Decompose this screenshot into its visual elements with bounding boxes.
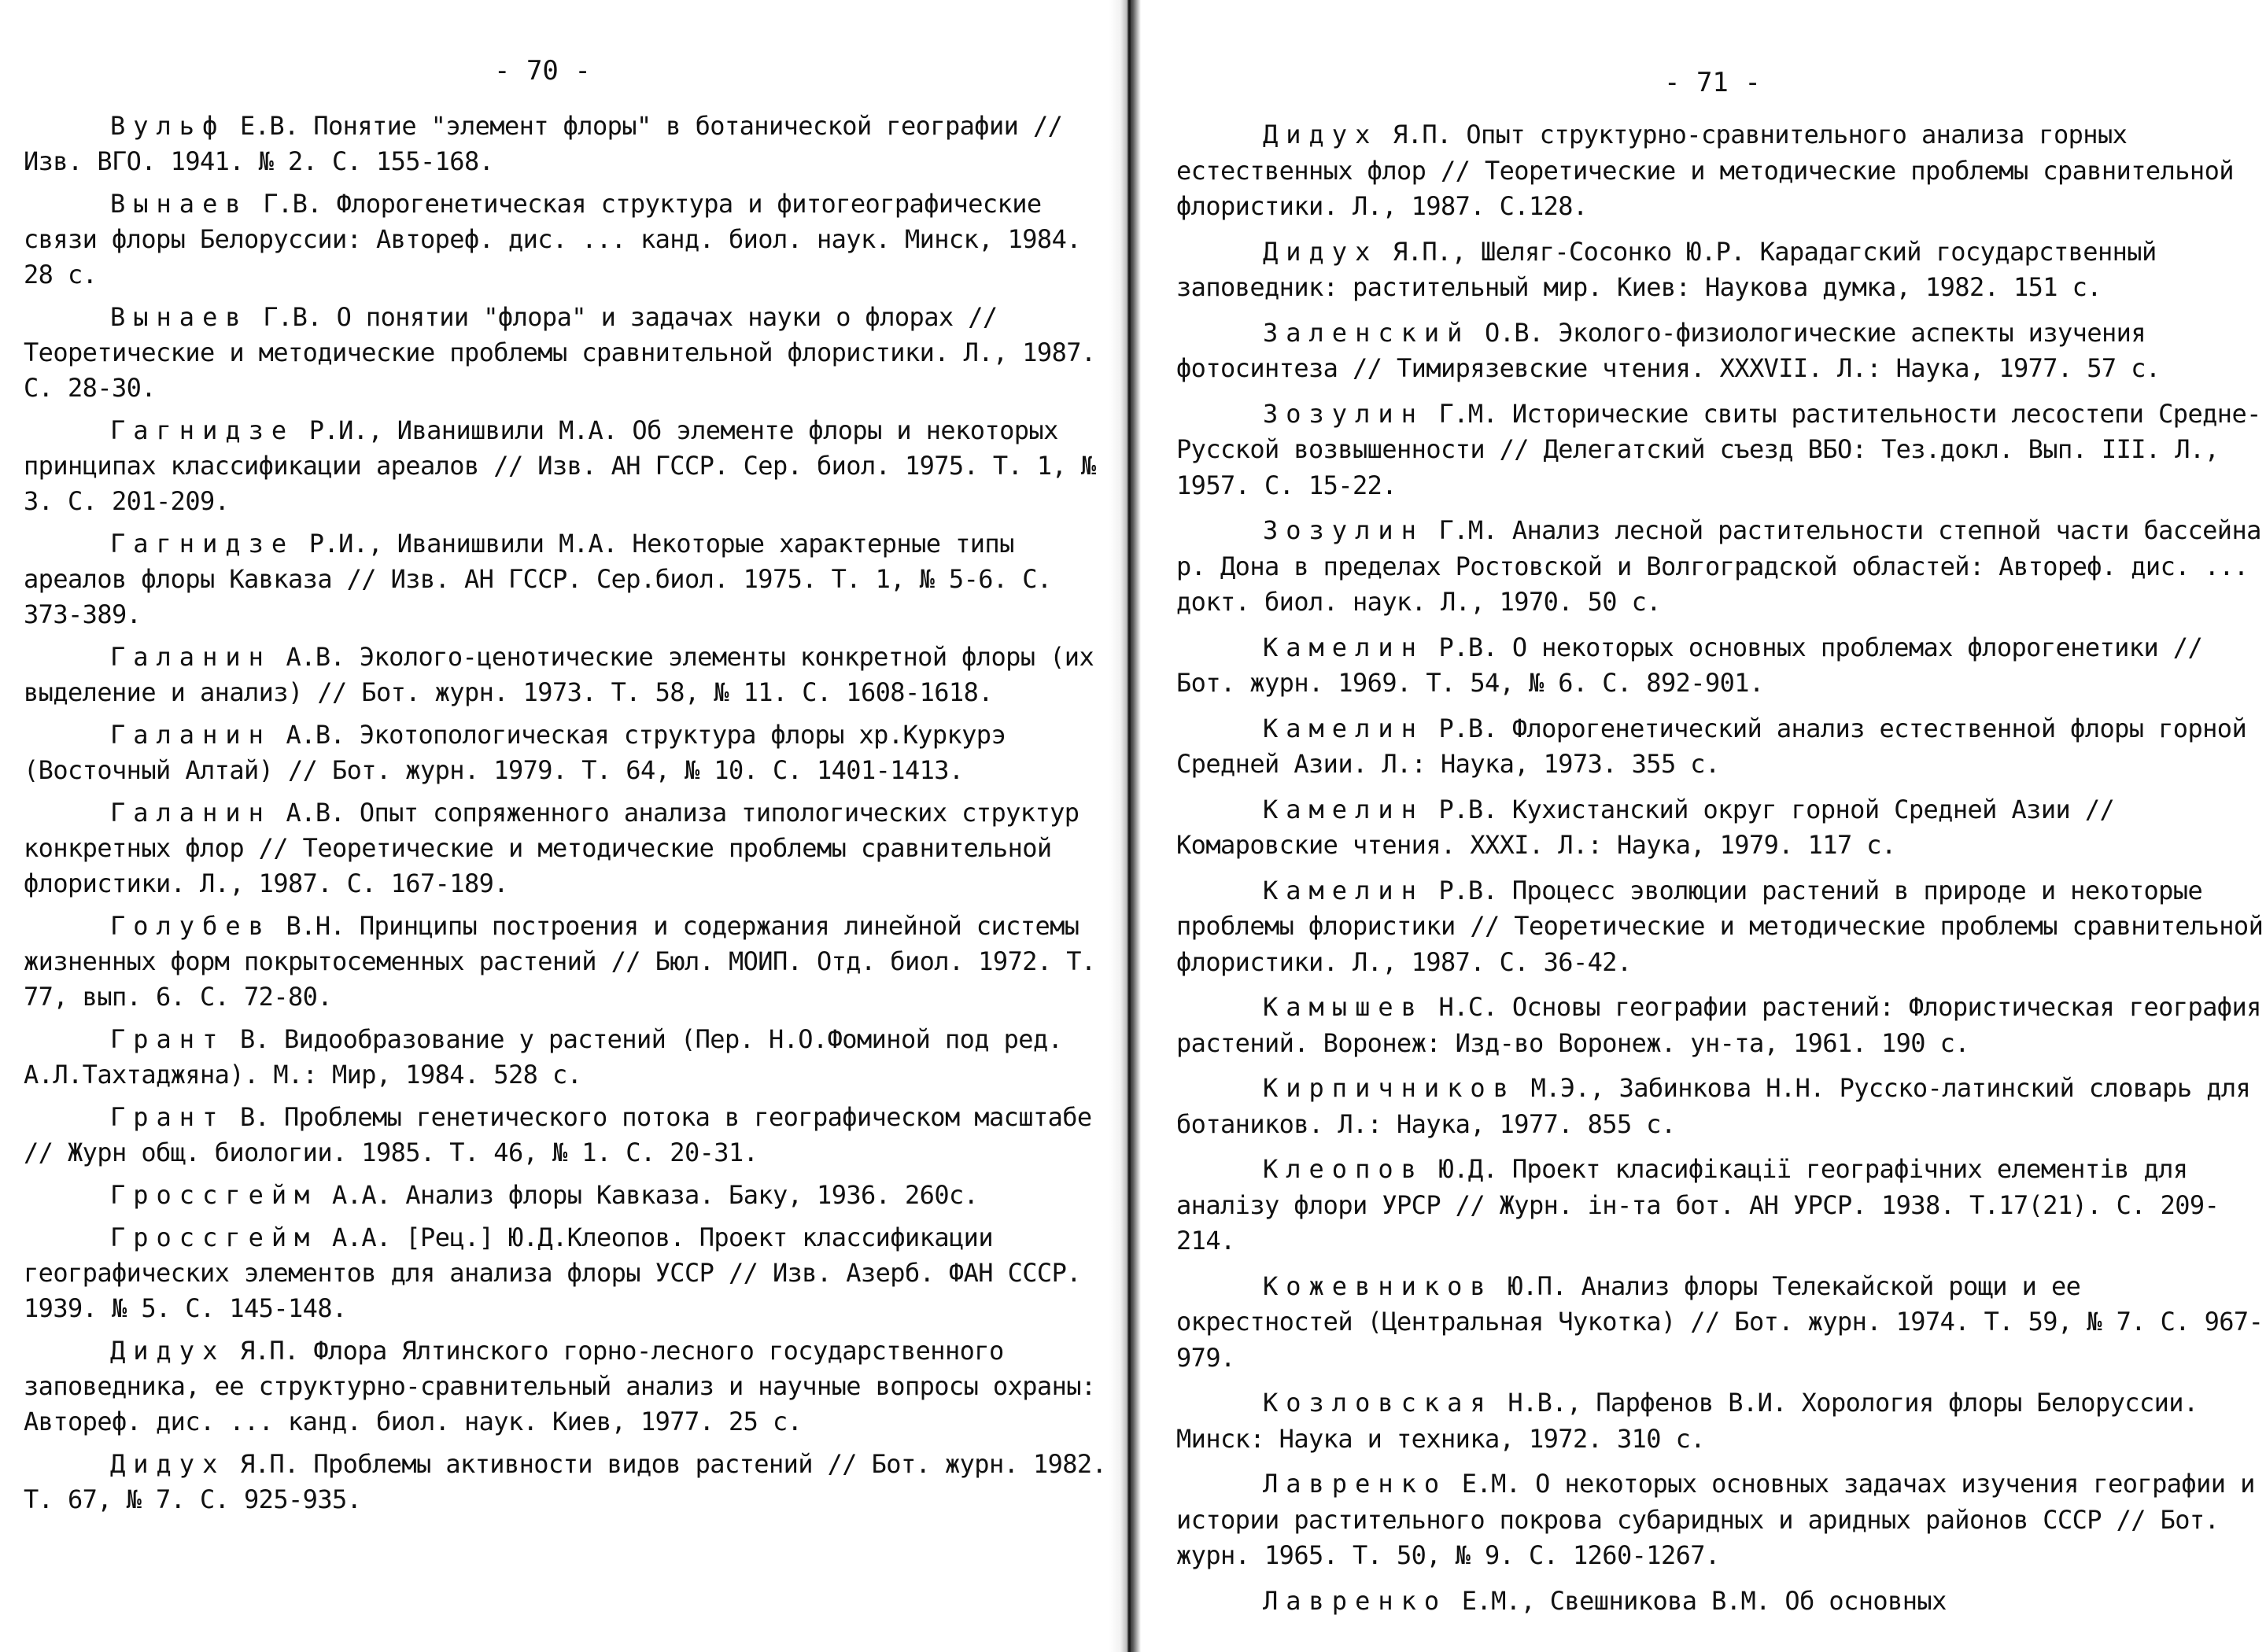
entry-author: Дидух — [1263, 236, 1378, 267]
bibliography-entry — [1176, 1152, 2266, 1259]
bibliography-list — [1176, 117, 2266, 1619]
bibliography-entry — [1176, 315, 2266, 387]
entry-text: Ю.Д. Проект класифікації географічних елементів для аналізу флори УРСР // Журн. ін-та бот. АН УРСР. 1938. Т.17(21). С. 209-214. — [1176, 1154, 2220, 1256]
entry-author: Камелин — [1263, 875, 1424, 905]
bibliography-entry — [1176, 1071, 2266, 1142]
left-page — [0, 0, 1109, 1652]
entry-author: Камелин — [1263, 794, 1424, 824]
entry-text: Н.С. Основы географии растений: Флористическая география растений. Воронеж: Изд-во Воронеж. ун-та, 1961. 190 с. — [1176, 992, 2261, 1058]
entry-text: О.В. Эколого-физиологические аспекты изучения фотосинтеза // Тимирязевские чтения. XXXVII. Л.: Наука, 1977. 57 с. — [1176, 317, 2161, 383]
entry-author: Кирпичников — [1263, 1073, 1516, 1103]
entry-author: Козловская — [1263, 1388, 1493, 1418]
entry-text: А.В. Опыт сопряженного анализа типологических структур конкретных флор // Теоретические и методические проблемы сравнительной флористики. Л., 1987. С. 167-189. — [24, 798, 1079, 898]
entry-text: Е.М. О некоторых основных задачах изучения географии и истории растительного покрова субаридных и аридных районов СССР // Бот. журн. 1965. Т. 50, № 9. С. 1260-1267. — [1176, 1469, 2255, 1570]
entry-text: Р.В. Кухистанский округ горной Средней Азии // Комаровские чтения. XXXI. Л.: Наука, 1979. 117 с. — [1176, 794, 2115, 860]
entry-text: Р.В. О некоторых основных проблемах флорогенетики // Бот. журн. 1969. Т. 54, № 6. С. 892-901. — [1176, 632, 2203, 698]
bibliography-entry — [24, 413, 1109, 519]
bibliography-entry — [24, 795, 1109, 902]
entry-author: Вынаев — [110, 302, 249, 332]
entry-author: Зозулин — [1263, 398, 1424, 429]
entry-author: Дидух — [1263, 120, 1378, 149]
entry-author: Галанин — [110, 642, 271, 672]
entry-text: Р.В. Флорогенетический анализ естественной флоры горной Средней Азии. Л.: Наука, 1973. 355 с. — [1176, 713, 2247, 779]
book-gutter — [1109, 0, 1141, 1652]
bibliography-entry — [24, 1333, 1109, 1440]
entry-text: В. Проблемы генетического потока в географическом масштабе // Журн общ. биологии. 1985. Т. 46, № 1. С. 20-31. — [24, 1102, 1092, 1167]
entry-text: Ю.П. Анализ флоры Телекайской рощи и ее окрестностей (Центральная Чукотка) // Бот. журн. 1974. Т. 59, № 7. С. 967-979. — [1176, 1270, 2264, 1373]
bibliography-entry — [24, 1178, 1109, 1213]
right-page — [1141, 0, 2266, 1652]
entry-author: Камышев — [1263, 992, 1424, 1022]
bibliography-entry — [24, 300, 1109, 406]
entry-author: Камелин — [1263, 632, 1424, 662]
entry-text: Е.М., Свешникова В.М. Об основных — [1447, 1585, 1947, 1616]
entry-text: А.В. Эколого-ценотические элементы конкретной флоры (их выделение и анализ) // Бот. журн. 1973. Т. 58, № 11. С. 1608-1618. — [24, 642, 1094, 707]
bibliography-entry — [24, 1100, 1109, 1171]
entry-author: Галанин — [110, 720, 271, 750]
entry-text: Я.П., Шеляг-Сосонко Ю.Р. Карадагский государственный заповедник: растительный мир. Киев: Наукова думка, 1982. 151 с. — [1176, 236, 2157, 302]
entry-text: Г.В. Флорогенетическая структура и фитогеографические связи флоры Белоруссии: Автореф. дис. ... канд. биол. наук. Минск, 1984. 28 с. — [24, 189, 1081, 289]
bibliography-entry — [24, 109, 1109, 179]
bibliography-entry — [1176, 513, 2266, 621]
entry-author: Зозулин — [1263, 515, 1424, 545]
entry-text: Р.И., Иванишвили М.А. Об элементе флоры и некоторых принципах классификации ареалов // Изв. АН ГССР. Сер. биол. 1975. Т. 1, № 3. С. 201-209. — [24, 415, 1096, 516]
entry-text: Г.В. О понятии "флора" и задачах науки о флорах // Теоретические и методические проблемы сравнительной флористики. Л., 1987. С. 28-30. — [24, 302, 1096, 403]
entry-author: Гроссгейм — [110, 1180, 318, 1210]
bibliography-entry — [24, 186, 1109, 293]
entry-text: А.А. Анализ флоры Кавказа. Баку, 1936. 260с. — [317, 1180, 979, 1210]
bibliography-entry — [1176, 711, 2266, 783]
entry-author: Вынаев — [110, 189, 249, 219]
entry-text: Р.В. Процесс эволюции растений в природе и некоторые проблемы флористики // Теоретические и методические проблемы сравнительной флористики. Л., 1987. С. 36-42. — [1176, 875, 2264, 977]
gutter-divider — [1131, 0, 1133, 1652]
page-number: - 71 - — [1664, 67, 1761, 98]
entry-text: Е.В. Понятие "элемент флоры" в ботанической географии // Изв. ВГО. 1941. № 2. С. 155-168. — [24, 111, 1063, 176]
entry-author: Вульф — [110, 111, 226, 141]
entry-text: В. Видообразование у растений (Пер. Н.О.Фоминой под ред. А.Л.Тахтаджяна). М.: Мир, 1984. 528 с. — [24, 1024, 1063, 1090]
entry-author: Грант — [110, 1024, 226, 1054]
bibliography-entry — [1176, 792, 2266, 864]
entry-author: Голубев — [110, 911, 271, 941]
entry-author: Грант — [110, 1102, 226, 1132]
bibliography-entry — [1176, 396, 2266, 504]
bibliography-entry — [24, 640, 1109, 710]
bibliography-entry — [24, 1220, 1109, 1326]
bibliography-entry — [1176, 873, 2266, 981]
entry-author: Галанин — [110, 798, 271, 828]
entry-text: Р.И., Иванишвили М.А. Некоторые характерные типы ареалов флоры Кавказа // Изв. АН ГССР. Сер.биол. 1975. Т. 1, № 5-6. С. 373-389. — [24, 529, 1052, 629]
bibliography-entry — [24, 1447, 1109, 1517]
entry-author: Кожевников — [1263, 1270, 1493, 1301]
entry-text: Я.П. Проблемы активности видов растений // Бот. журн. 1982. Т. 67, № 7. С. 925-935. — [24, 1449, 1107, 1514]
entry-author: Лавренко — [1263, 1469, 1448, 1499]
page-number: - 70 - — [494, 55, 591, 87]
entry-text: Г.М. Анализ лесной растительности степной части бассейна р. Дона в пределах Ростовской и Волгоградской областей: Автореф. дис. ... докт. биол. наук. Л., 1970. 50 с. — [1176, 515, 2261, 617]
entry-text: А.В. Экотопологическая структура флоры хр.Куркурэ (Восточный Алтай) // Бот. журн. 1979. Т. 64, № 10. С. 1401-1413. — [24, 720, 1006, 785]
entry-text: А.А. [Рец.] Ю.Д.Клеопов. Проект классификации географических элементов для анализа флоры УССР // Изв. Азерб. ФАН СССР. 1939. № 5. С. 145-148. — [24, 1222, 1081, 1323]
entry-text: Г.М. Исторические свиты растительности лесостепи Средне-Русской возвышенности // Делегатский съезд ВБО: Тез.докл. Вып. III. Л., 1957. С. 15-22. — [1176, 398, 2261, 500]
entry-author: Заленский — [1263, 317, 1471, 348]
entry-text: Я.П. Опыт структурно-сравнительного анализа горных естественных флор // Теоретические и методические проблемы сравнительной флористики. Л., 1987. С.128. — [1176, 120, 2234, 221]
entry-author: Лавренко — [1263, 1585, 1448, 1616]
bibliography-entry — [1176, 1584, 2266, 1620]
bibliography-entry — [1176, 234, 2266, 306]
bibliography-entry — [1176, 1269, 2266, 1377]
entry-text: В.Н. Принципы построения и содержания линейной системы жизненных форм покрытосеменных растений // Бюл. МОИП. Отд. биол. 1972. Т. 77, вып. 6. С. 72-80. — [24, 911, 1096, 1012]
entry-text: Я.П. Флора Ялтинского горно-лесного государственного заповедника, ее структурно-сравнительный анализ и научные вопросы охраны: Автореф. дис. ... канд. биол. наук. Киев, 1977. 25 с. — [24, 1336, 1096, 1436]
bibliography-entry — [1176, 1466, 2266, 1574]
entry-author: Камелин — [1263, 713, 1424, 743]
entry-author: Гагнидзе — [110, 415, 295, 445]
entry-author: Дидух — [110, 1449, 226, 1479]
bibliography-entry — [24, 526, 1109, 632]
entry-author: Гагнидзе — [110, 529, 295, 559]
bibliography-entry — [1176, 1385, 2266, 1457]
bibliography-list — [24, 109, 1109, 1517]
entry-text: Н.В., Парфенов В.И. Хорология флоры Белоруссии. Минск: Наука и техника, 1972. 310 с. — [1176, 1388, 2198, 1454]
bibliography-entry — [1176, 117, 2266, 225]
bibliography-entry — [24, 717, 1109, 788]
entry-author: Гроссгейм — [110, 1222, 318, 1252]
entry-text: М.Э., Забинкова Н.Н. Русско-латинский словарь для ботаников. Л.: Наука, 1977. 855 с. — [1176, 1073, 2251, 1139]
entry-author: Клеопов — [1263, 1154, 1424, 1184]
bibliography-entry — [24, 909, 1109, 1015]
bibliography-entry — [1176, 990, 2266, 1061]
entry-author: Дидух — [110, 1336, 226, 1366]
bibliography-entry — [24, 1022, 1109, 1093]
bibliography-entry — [1176, 630, 2266, 702]
